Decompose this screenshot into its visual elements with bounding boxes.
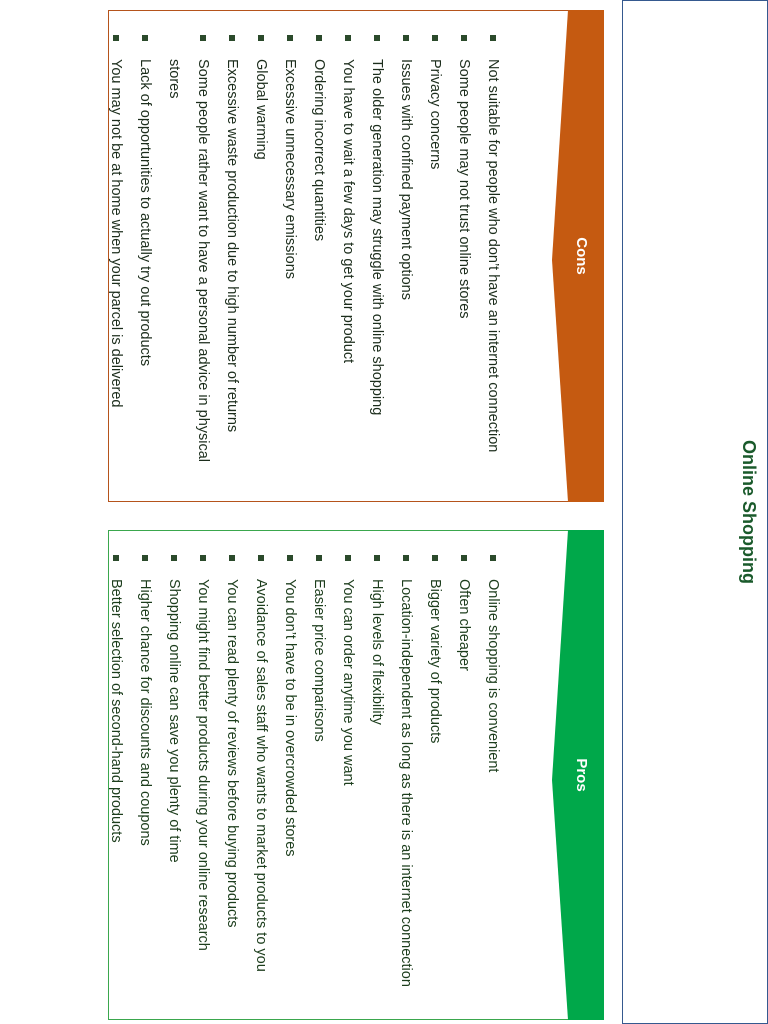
cons-list-item bbox=[333, 35, 362, 483]
bullet-icon bbox=[200, 35, 206, 41]
cons-item-text: Privacy concerns bbox=[427, 59, 443, 170]
pros-item-text: Bigger variety of products bbox=[427, 579, 443, 744]
pros-item-text: Location-independent as long as there is an internet connection bbox=[398, 579, 414, 987]
pros-list-item bbox=[188, 555, 217, 1001]
pros-list-item bbox=[449, 555, 478, 1001]
cons-list-item bbox=[217, 35, 246, 483]
bullet-icon bbox=[142, 555, 148, 561]
pros-list-item bbox=[391, 555, 420, 1001]
pros-item-text: You can read plenty of reviews before buying products bbox=[224, 579, 240, 928]
cons-list-item bbox=[478, 35, 507, 483]
bullet-icon bbox=[345, 35, 351, 41]
bullet-icon bbox=[461, 555, 467, 561]
cons-list-item bbox=[130, 35, 159, 483]
cons-item-text: Excessive unnecessary emissions bbox=[282, 59, 298, 280]
cons-panel bbox=[108, 10, 604, 502]
cons-list-item bbox=[159, 35, 217, 483]
bullet-icon bbox=[287, 555, 293, 561]
pros-item-text: Easier price comparisons bbox=[311, 579, 327, 742]
cons-item-text: Excessive waste production due to high number of returns bbox=[224, 59, 240, 433]
pros-item-text: Shopping online can save you plenty of time bbox=[166, 579, 182, 863]
cons-item-text: Issues with confined payment options bbox=[398, 59, 414, 300]
cons-list bbox=[101, 35, 507, 483]
bullet-icon bbox=[490, 555, 496, 561]
bullet-icon bbox=[403, 555, 409, 561]
bullet-icon bbox=[432, 555, 438, 561]
bullet-icon bbox=[490, 35, 496, 41]
pros-list-item bbox=[246, 555, 275, 1001]
pros-list-item bbox=[159, 555, 188, 1001]
bullet-icon bbox=[316, 555, 322, 561]
bullet-icon bbox=[345, 555, 351, 561]
cons-item-text: You may not be at home when your parcel is delivered bbox=[108, 59, 124, 408]
cons-list-item bbox=[420, 35, 449, 483]
bullet-icon bbox=[258, 35, 264, 41]
bullet-icon bbox=[113, 555, 119, 561]
pros-item-text: High levels of flexibility bbox=[369, 579, 385, 725]
pros-item-text: Avoidance of sales staff who wants to market products to you bbox=[253, 579, 269, 972]
cons-list-item bbox=[275, 35, 304, 483]
bullet-icon bbox=[200, 555, 206, 561]
document-title: Online Shopping bbox=[739, 440, 759, 584]
bullet-icon bbox=[374, 555, 380, 561]
bullet-icon bbox=[258, 555, 264, 561]
pros-list-item bbox=[420, 555, 449, 1001]
pros-list-item bbox=[304, 555, 333, 1001]
cons-list-item bbox=[101, 35, 130, 483]
cons-item-text: Global warming bbox=[253, 59, 269, 160]
bullet-icon bbox=[229, 35, 235, 41]
pros-item-text: Better selection of second-hand products bbox=[108, 579, 124, 843]
cons-item-text: Not suitable for people who don’t have an internet connection bbox=[485, 59, 501, 453]
cons-item-text: The older generation may struggle with online shopping bbox=[369, 59, 385, 416]
bullet-icon bbox=[113, 35, 119, 41]
pros-list-item bbox=[333, 555, 362, 1001]
bullet-icon bbox=[229, 555, 235, 561]
pros-list-item bbox=[130, 555, 159, 1001]
pros-list-item bbox=[217, 555, 246, 1001]
cons-list-item bbox=[449, 35, 478, 483]
cons-item-text: Lack of opportunities to actually try out products bbox=[137, 59, 153, 367]
title-bar bbox=[622, 0, 768, 1024]
cons-list-item bbox=[304, 35, 333, 483]
bullet-icon bbox=[403, 35, 409, 41]
bullet-icon bbox=[316, 35, 322, 41]
pros-list-item bbox=[478, 555, 507, 1001]
pros-item-text: You might find better products during your online research bbox=[195, 579, 211, 951]
cons-item-text: Ordering incorrect quantities bbox=[311, 59, 327, 242]
cons-list-item bbox=[391, 35, 420, 483]
cons-item-text: You have to wait a few days to get your product bbox=[340, 59, 356, 364]
cons-item-text: Some people may not trust online stores bbox=[456, 59, 472, 319]
cons-heading: Cons bbox=[573, 237, 590, 275]
pros-list bbox=[101, 555, 507, 1001]
bullet-icon bbox=[461, 35, 467, 41]
bullet-icon bbox=[374, 35, 380, 41]
pros-item-text: You can order anytime you want bbox=[340, 579, 356, 786]
bullet-icon bbox=[142, 35, 148, 41]
pros-list-item bbox=[362, 555, 391, 1001]
pros-item-text: You don’t have to be in overcrowded stores bbox=[282, 579, 298, 857]
cons-header bbox=[552, 10, 604, 502]
pros-item-text: Online shopping is convenient bbox=[485, 579, 501, 773]
pros-item-text: Often cheaper bbox=[456, 579, 472, 671]
pros-heading: Pros bbox=[573, 758, 590, 792]
cons-item-text: Some people rather want to have a personal advice in physical stores bbox=[166, 59, 211, 463]
pros-panel bbox=[108, 530, 604, 1020]
cons-list-item bbox=[246, 35, 275, 483]
pros-header bbox=[552, 530, 604, 1020]
pros-list-item bbox=[275, 555, 304, 1001]
pros-item-text: Higher chance for discounts and coupons bbox=[137, 579, 153, 846]
bullet-icon bbox=[171, 555, 177, 561]
bullet-icon bbox=[432, 35, 438, 41]
pros-list-item bbox=[101, 555, 130, 1001]
cons-list-item bbox=[362, 35, 391, 483]
bullet-icon bbox=[287, 35, 293, 41]
